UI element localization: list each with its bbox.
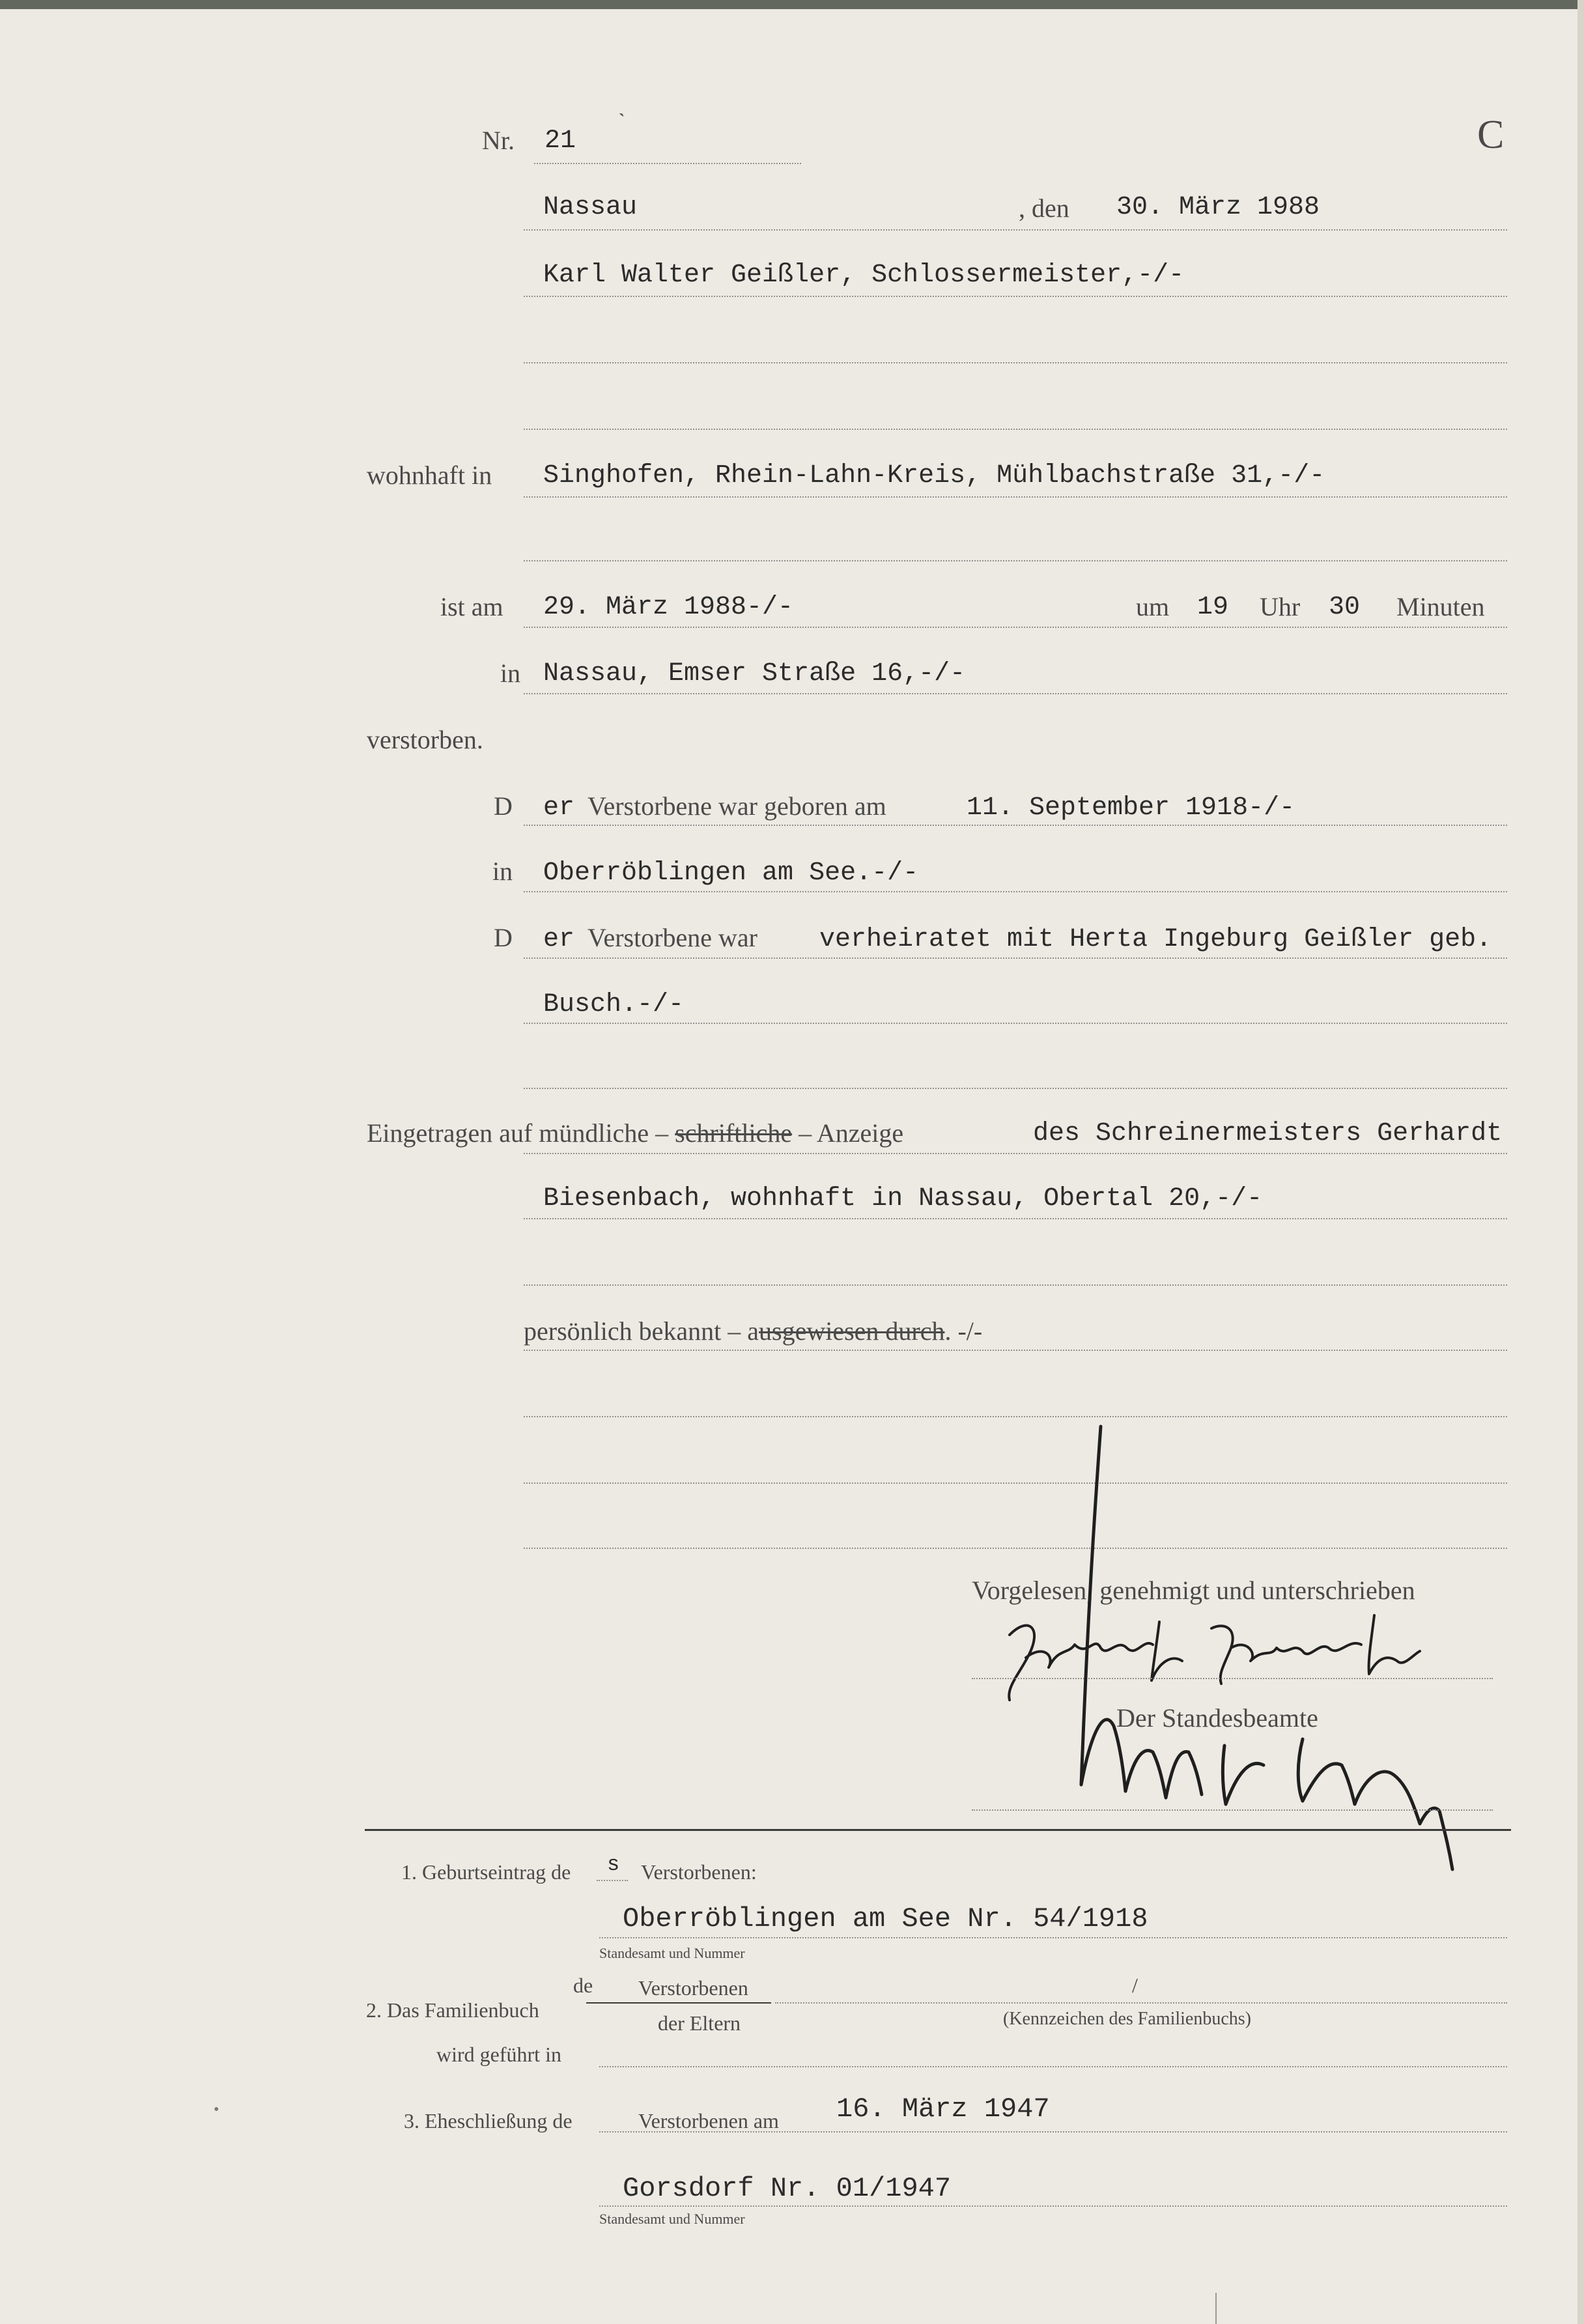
nr-line bbox=[534, 163, 801, 164]
item2-line-2 bbox=[599, 2066, 1507, 2067]
item3-mid: Verstorbenen am bbox=[638, 2109, 779, 2133]
scan-top-border bbox=[0, 0, 1584, 9]
informant-2: Biesenbach, wohnhaft in Nassau, Obertal 20,-/- bbox=[543, 1184, 1263, 1213]
birth-label: Verstorbene war geboren am bbox=[587, 791, 886, 821]
item3-caption: Standesamt und Nummer bbox=[599, 2211, 745, 2227]
footer-separator bbox=[365, 1829, 1511, 1831]
item2-option-divider bbox=[586, 2002, 771, 2004]
item3-value: Gorsdorf Nr. 01/1947 bbox=[623, 2173, 952, 2204]
place-value: Nassau bbox=[543, 193, 638, 222]
nr-label: Nr. bbox=[482, 126, 515, 155]
registrar-label: Der Standesbeamte bbox=[1116, 1703, 1318, 1733]
bottom-tick bbox=[1215, 2293, 1217, 2324]
birth-place-line bbox=[524, 891, 1507, 892]
death-time-line bbox=[524, 627, 1507, 628]
death-hour: 19 bbox=[1197, 593, 1229, 622]
birth-date: 11. September 1918-/- bbox=[967, 793, 1295, 823]
death-minutes: 30 bbox=[1329, 593, 1361, 622]
marital-line-1 bbox=[524, 957, 1507, 959]
item2-option-1: Verstorbenen bbox=[638, 1976, 748, 2000]
residence-label: wohnhaft in bbox=[367, 461, 492, 490]
informant-line-2 bbox=[524, 1218, 1507, 1219]
corner-letter: C bbox=[1477, 113, 1505, 157]
registration-suffix: – Anzeige bbox=[799, 1118, 904, 1148]
item1-caption: Standesamt und Nummer bbox=[599, 1945, 745, 1961]
minuten-label: Minuten bbox=[1396, 592, 1485, 621]
item3-date-line bbox=[599, 2131, 1507, 2133]
marital-line-3 bbox=[524, 1088, 1507, 1089]
residence-value: Singhofen, Rhein-Lahn-Kreis, Mühlbachstraße 31,-/- bbox=[543, 461, 1325, 490]
item2-label: 2. Das Familienbuch bbox=[366, 1998, 539, 2022]
birth-date-line bbox=[524, 825, 1507, 826]
item2-caption: (Kennzeichen des Familienbuchs) bbox=[1003, 2009, 1251, 2029]
uhr-label: Uhr bbox=[1260, 592, 1301, 621]
name-line-1 bbox=[524, 296, 1507, 297]
birth-er-suffix: er bbox=[543, 793, 575, 823]
registration-prefix: Eingetragen auf mündliche – bbox=[367, 1118, 669, 1148]
item1-label-b: Verstorbenen: bbox=[641, 1860, 757, 1884]
name-line-3 bbox=[524, 429, 1507, 430]
informant-line-3 bbox=[524, 1284, 1507, 1286]
item1-label-a: 1. Geburtseintrag de bbox=[401, 1860, 571, 1884]
known-struck: usgewiesen durch bbox=[759, 1316, 945, 1346]
read-approved-label: Vorgelesen, genehmigt und unterschrieben bbox=[972, 1576, 1415, 1605]
death-place: Nassau, Emser Straße 16,-/- bbox=[543, 659, 966, 688]
death-in-label: in bbox=[500, 659, 521, 688]
birth-place: Oberröblingen am See.-/- bbox=[543, 858, 919, 888]
known-line-1 bbox=[524, 1350, 1507, 1351]
death-place-line bbox=[524, 693, 1507, 694]
item3-label: 3. Eheschließung de bbox=[404, 2109, 573, 2133]
residence-line-2 bbox=[524, 560, 1507, 561]
tick-mark: ˋ bbox=[619, 111, 625, 131]
verstorben-label: verstorben. bbox=[367, 725, 483, 754]
known-prefix: persönlich bekannt – a bbox=[524, 1316, 759, 1346]
birth-d-prefix: D bbox=[494, 791, 513, 821]
margin-mark: • bbox=[214, 2101, 219, 2118]
marital-d-prefix: D bbox=[494, 923, 513, 952]
item3-value-line bbox=[599, 2205, 1507, 2207]
marital-status-1: verheiratet mit Herta Ingeburg Geißler geb. bbox=[819, 925, 1492, 954]
um-label: um bbox=[1136, 592, 1170, 621]
birth-in-label: in bbox=[492, 857, 513, 886]
marital-status-2: Busch.-/- bbox=[543, 990, 685, 1019]
residence-line-1 bbox=[524, 496, 1507, 498]
page-edge bbox=[1577, 0, 1584, 2324]
known-line-2 bbox=[524, 1416, 1507, 1417]
place-date-line bbox=[524, 229, 1507, 231]
item1-suffix-line bbox=[597, 1880, 628, 1881]
date-value: 30. März 1988 bbox=[1116, 193, 1320, 222]
item1-suffix: s bbox=[607, 1852, 620, 1877]
death-date: 29. März 1988-/- bbox=[543, 593, 794, 622]
item3-date: 16. März 1947 bbox=[836, 2093, 1050, 2125]
item2-option-2: der Eltern bbox=[658, 2011, 741, 2035]
ist-am-label: ist am bbox=[440, 592, 503, 621]
item1-value: Oberröblingen am See Nr. 54/1918 bbox=[623, 1903, 1148, 1934]
marital-er-suffix: er bbox=[543, 925, 575, 954]
nr-value: 21 bbox=[544, 126, 576, 156]
item2-line bbox=[775, 2002, 1507, 2004]
registration-label bbox=[367, 1118, 903, 1148]
marital-label: Verstorbene war bbox=[587, 923, 757, 952]
name-line-2 bbox=[524, 362, 1507, 363]
known-suffix: . -/- bbox=[944, 1316, 983, 1346]
registration-struck: schriftliche bbox=[675, 1118, 793, 1148]
item2-label-2: wird geführt in bbox=[436, 2043, 561, 2066]
item2-de: de bbox=[573, 1974, 593, 1997]
registrar-signature-line bbox=[972, 1809, 1493, 1811]
known-label bbox=[524, 1316, 982, 1346]
den-label: , den bbox=[1019, 193, 1069, 223]
registrar-signature bbox=[1055, 1420, 1511, 1876]
item2-slash: / bbox=[1132, 1974, 1138, 1997]
informant-1: des Schreinermeisters Gerhardt bbox=[1033, 1119, 1503, 1148]
item1-value-line bbox=[599, 1937, 1507, 1938]
marital-line-2 bbox=[524, 1023, 1507, 1024]
informant-line-1 bbox=[524, 1153, 1507, 1154]
deceased-name: Karl Walter Geißler, Schlossermeister,-/- bbox=[543, 261, 1185, 290]
